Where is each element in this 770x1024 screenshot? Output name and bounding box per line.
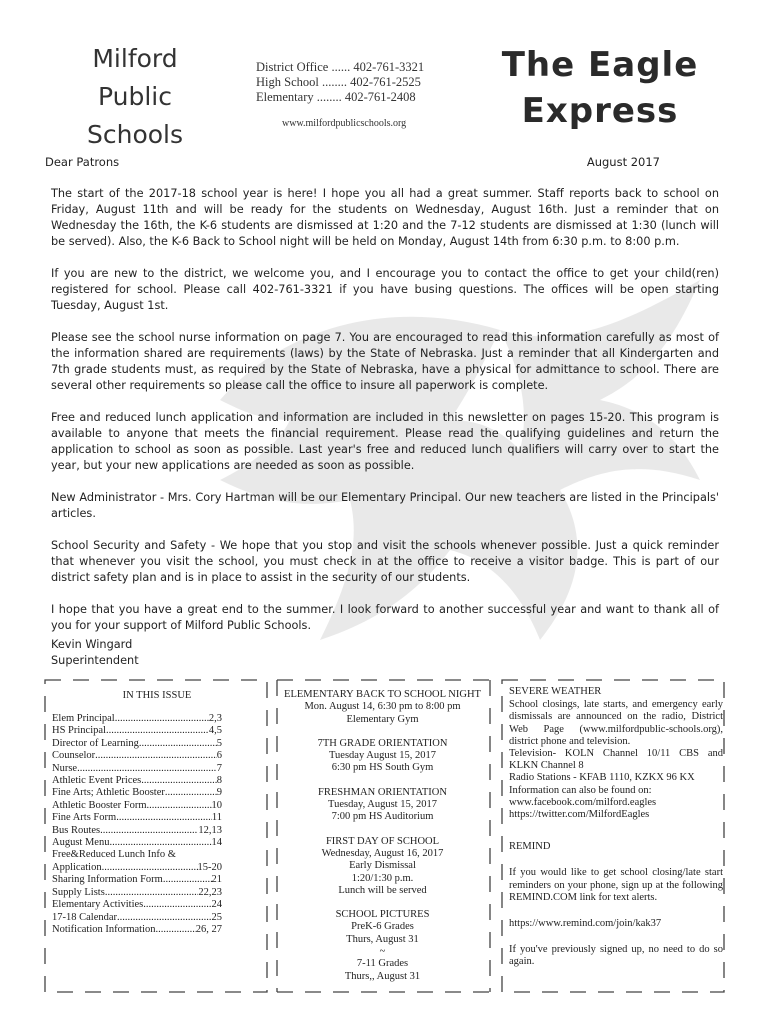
signature-title: Superintendent (51, 654, 139, 667)
school-name-line: Milford (92, 44, 178, 73)
issue-list-item (52, 874, 222, 886)
website-url: www.milfordpublicschools.org (282, 118, 407, 129)
dot-leader (156, 924, 196, 936)
issue-list-item (52, 812, 222, 824)
event-title: FIRST DAY OF SCHOOL (325, 835, 440, 847)
issue-item-page: 25 (211, 911, 222, 923)
issue-item-label: Notification Information (52, 923, 156, 935)
issue-item-label: Supply Lists (52, 886, 105, 898)
event-block (280, 909, 485, 983)
issue-item-page: 15-20 (197, 861, 222, 873)
dot-leader (102, 862, 198, 874)
remind-body: If you would like to get school closing/late start reminders on your phone, sign up at the following REMIND.COM link for text alerts. (509, 867, 723, 903)
issue-item-label: Counselor (52, 750, 96, 762)
event-detail: Mon. August 14, 6:30 pm to 8:00 pm (304, 701, 461, 713)
issue-list-item (52, 750, 222, 762)
dot-leader (141, 775, 217, 787)
dot-leader (115, 713, 209, 725)
district-office-phone: District Office ...... 402-761-3321 (256, 60, 425, 74)
event-title: FRESHMAN ORIENTATION (318, 786, 447, 798)
weather-contact-line: Information can also be found on: (509, 784, 652, 796)
event-detail: Tuesday August 15, 2017 (329, 750, 436, 762)
event-detail: PreK-6 Grades (351, 921, 414, 933)
letter-paragraph: School Security and Safety - We hope that you stop and visit the schools whenever possible. Just a quick reminder that whenever you visit the school, you must check in at the office to receive a visitor badge. This is part of our district safety plan and is in place to assist in the security of our students. (51, 539, 719, 584)
issue-item-label: Director of Learning (52, 737, 139, 749)
school-name-line: Public (98, 82, 172, 111)
issue-item-page: 9 (216, 787, 222, 799)
issue-item-label: Free&Reduced Lunch Info & (52, 849, 176, 861)
dot-leader (163, 874, 212, 886)
event-detail: 7:00 pm HS Auditorium (331, 811, 434, 823)
event-detail: 6:30 pm HS South Gym (331, 762, 434, 774)
weather-contact-line: https://twitter.com/MilfordEagles (509, 809, 650, 821)
event-detail: Lunch will be served (338, 884, 427, 896)
event-title: ELEMENTARY BACK TO SCHOOL NIGHT (284, 689, 481, 700)
issue-item-page: 6 (216, 750, 222, 762)
issue-list-item (52, 725, 222, 737)
issue-list-item (52, 800, 222, 812)
issue-list-item (52, 825, 222, 837)
issue-item-page: 22,23 (198, 886, 222, 898)
dot-leader (77, 763, 217, 775)
issue-list-item (52, 899, 222, 911)
letter-paragraph: If you are new to the district, we welcome you, and I encourage you to contact the office to get your child(ren) registered for school. Please call 402-761-3321 if you have busing questions. The offices will be open starting Tuesday, August 1st. (51, 267, 719, 312)
weather-column (509, 686, 723, 983)
dot-leader (143, 899, 211, 911)
remind-note: If you've previously signed up, no need to do so again. (509, 944, 723, 968)
issue-item-label: Fine Arts Form (52, 812, 117, 824)
issue-item-page: 2,3 (208, 713, 222, 724)
event-detail: 7-11 Grades (356, 958, 409, 970)
issue-item-page: 5 (216, 737, 222, 749)
weather-contact-line: Radio Stations - KFAB 1110, KZKX 96 KX (509, 772, 695, 784)
dot-leader (109, 837, 211, 849)
letter-paragraph: Free and reduced lunch application and information are included in this newsletter on pages 15-20. This program is available to anyone that meets the financial requirement. Please read the qualifying guidelines and return the application to school as soon as possible. Last year's free and reduced lunch qualifiers will carry over to start the year, but your new applications are needed as soon as possible. (51, 411, 719, 472)
elementary-phone: Elementary ........ 402-761-2408 (256, 90, 416, 104)
issue-list-item (52, 924, 222, 936)
issue-item-page: 11 (211, 812, 222, 824)
events-column (280, 689, 485, 995)
letter-paragraph: New Administrator - Mrs. Cory Hartman will be our Elementary Principal. Our new teachers are listed in the Principals' articles. (51, 491, 719, 520)
event-detail: Thurs, August 31 (346, 933, 419, 945)
dot-leader (95, 750, 217, 762)
issue-item-label: Application (52, 861, 102, 873)
weather-contact-lines (509, 748, 723, 821)
dot-leader (106, 725, 209, 737)
issue-list-item (52, 912, 222, 924)
issue-item-page: 21 (211, 874, 222, 886)
issue-list-item (52, 775, 222, 787)
issue-item-page: 14 (211, 837, 222, 849)
issue-item-page: 26, 27 (195, 923, 222, 935)
issue-item-label: Elementary Activities (52, 899, 144, 911)
dot-leader (117, 912, 211, 924)
issue-list-item (52, 887, 222, 899)
high-school-phone: High School ........ 402-761-2525 (256, 75, 421, 89)
issue-list-item (52, 837, 222, 849)
issue-list-item (52, 787, 222, 799)
dot-leader (139, 738, 217, 750)
event-title: 7TH GRADE ORIENTATION (317, 737, 448, 749)
event-detail: 1:20/1:30 p.m. (351, 872, 414, 884)
issue-item-label: August Menu (52, 837, 110, 849)
dot-leader (165, 787, 217, 799)
event-block (280, 787, 485, 824)
masthead-line: Express (521, 91, 679, 131)
event-block (280, 738, 485, 775)
severe-weather-title: SEVERE WEATHER (509, 686, 602, 697)
in-this-issue-list (52, 713, 222, 936)
weather-contact-line: www.facebook.com/milford.eagles (509, 796, 657, 808)
school-name-line: Schools (86, 120, 184, 149)
issue-list-item (52, 738, 222, 750)
event-detail: Elementary Gym (346, 713, 419, 725)
letter-paragraph: The start of the 2017-18 school year is here! I hope you all had a great summer. Staff reports back to school on Friday, August 11th and will be ready for the students on Wednesday, August 16th. Just a reminder that on Wednesday the 16th, the K-6 students are dismissed at 1:20 and the 7-12 students are dismissed at 1:30 (lunch will be served). Also, the K-6 Back to School night will be held on Monday, August 14th from 6:30 p.m. to 8:00 p.m. (51, 187, 719, 248)
letter-paragraph: Please see the school nurse information on page 7. You are encouraged to read this information carefully as most of the information shared are requirements (laws) by the State of Nebraska. Just a reminder that all Kindergarten and 7th grade students must, as required by the State of Nebraska, have a physical for admittance to school. There are several other requirements so please call the office to insure all paperwork is complete. (51, 331, 719, 392)
issue-item-page: 7 (216, 762, 222, 774)
issue-item-page: 8 (216, 775, 222, 787)
remind-link[interactable]: https://www.remind.com/join/kak37 (509, 918, 662, 930)
in-this-issue-title: IN THIS ISSUE (122, 690, 192, 701)
issue-item-page: 24 (211, 899, 222, 911)
event-title: SCHOOL PICTURES (335, 909, 430, 921)
event-block (280, 689, 485, 726)
issue-item-label: HS Principal (52, 725, 106, 737)
issue-item-label: Athletic Booster Form (52, 799, 147, 811)
issue-list-item (52, 763, 222, 775)
dot-leader (100, 825, 198, 837)
issue-item-label: 17-18 Calendar (52, 911, 118, 923)
issue-list-item (52, 849, 222, 861)
event-detail: ~ (379, 946, 386, 958)
severe-weather-body: School closings, late starts, and emergency early dismissals are announced on the radio, District Web Page (www.milfordpublic-schools.org), district phone and television. (509, 699, 723, 747)
event-detail: Thurs,, August 31 (344, 970, 421, 982)
issue-item-label: Bus Routes (52, 824, 101, 836)
dot-leader (147, 800, 212, 812)
remind-title: REMIND (509, 841, 551, 853)
issue-item-page: 12,13 (198, 824, 222, 836)
greeting: Dear Patrons (45, 155, 120, 169)
masthead-line: The Eagle (501, 45, 699, 85)
issue-item-label: Athletic Event Prices (52, 775, 142, 787)
event-block (280, 836, 485, 897)
issue-item-label: Fine Arts; Athletic Booster (52, 787, 165, 799)
event-detail: Early Dismissal (349, 860, 416, 872)
signature-name: Kevin Wingard (51, 638, 133, 651)
event-detail: Wednesday, August 16, 2017 (321, 847, 444, 859)
dot-leader (116, 812, 212, 824)
letter-date: August 2017 (586, 155, 660, 169)
issue-item-label: Nurse (52, 762, 78, 774)
letter-paragraph: I hope that you have a great end to the summer. I look forward to another successful year and want to thank all of you for your support of Milford Public Schools. (51, 603, 719, 632)
issue-item-page: 4,5 (208, 725, 222, 737)
issue-list-item (52, 862, 222, 874)
issue-item-page: 10 (211, 799, 222, 811)
issue-item-label: Elem Principal (52, 713, 115, 724)
issue-item-label: Sharing Information Form (52, 874, 163, 886)
issue-list-item (52, 713, 222, 725)
dot-leader (105, 887, 199, 899)
weather-contact-line: Television- KOLN Channel 10/11 CBS and KLKN Channel 8 (509, 748, 723, 772)
event-detail: Tuesday, August 15, 2017 (328, 799, 437, 811)
